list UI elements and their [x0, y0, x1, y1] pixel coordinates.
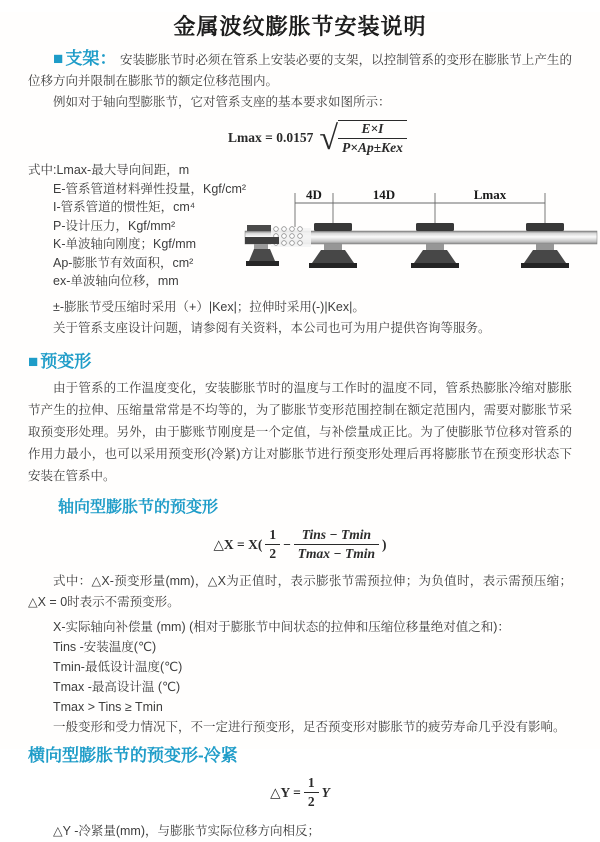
param-line-I: I-管系管道的惯性矩，cm⁴ — [53, 200, 196, 214]
dim-label-lmax: Lmax — [473, 187, 507, 202]
lateral-predeform-heading: 横向型膨胀节的预变形-冷紧 — [28, 745, 238, 765]
guide-support-icon-3 — [521, 223, 569, 268]
guide-support-icon-1 — [309, 223, 357, 268]
axial-formula-minus: − — [283, 536, 291, 552]
axial-predeform-heading: 轴向型膨胀节的预变形 — [58, 498, 219, 516]
temp-line-tmin: Tmin-最低设计温度(℃) — [53, 659, 183, 674]
support-intro-paragraph — [28, 48, 572, 92]
temp-numerator: Tins − Tmin — [294, 527, 379, 545]
param-line-Ap: Ap-膨胀节有效面积，cm² — [53, 255, 194, 270]
params-intro-line: 式中:Lmax-最大导向间距，m — [28, 163, 190, 177]
support-example-line: 例如对于轴向型膨胀节，它对管系支座的基本要求如图所示： — [53, 95, 391, 109]
lateral-formula-rhs: Y — [321, 784, 330, 800]
lateral-formula-lhs: △Y = — [270, 784, 301, 800]
predeform-heading-label: 预变形 — [40, 351, 92, 371]
half-numerator: 1 — [265, 527, 280, 545]
lateral-numerator: 1 — [304, 775, 319, 793]
param-line-K: K-单波轴向刚度；Kgf/mm — [53, 237, 197, 251]
lmax-formula-lhs: Lmax = 0.0157 — [228, 130, 314, 145]
param-line-P: P-设计压力，Kgf/mm² — [53, 218, 176, 233]
consult-note-line: 关于管系支座设计问题，请参阅有关资料，本公司也可为用户提供咨询等服务。 — [53, 320, 491, 335]
dim-label-4d: 4D — [306, 187, 322, 202]
temp-line-tins: Tins -安装温度(℃) — [53, 639, 157, 654]
axial-x-definition-line: X-实际轴向补偿量 (mm) (相对于膨胀节中间状态的拉伸和压缩位移量绝对值之和)： — [53, 619, 510, 634]
page-title: 金属波纹膨胀节安装说明 — [173, 14, 427, 39]
parameters-and-diagram-row — [28, 161, 572, 291]
pipe-support-diagram — [245, 187, 597, 283]
section-square-bullet-icon: ■ — [28, 351, 39, 371]
half-denominator: 2 — [269, 546, 277, 561]
axial-formula-lhs: △X = X( — [213, 536, 263, 552]
axial-formula-half-fraction — [265, 527, 280, 562]
document-page — [0, 12, 600, 838]
predeform-body-paragraph: 由于管系的工作温度变化，安装膨胀节时的温度与工作时的温度不同，管系热膨胀冷缩对膨胀节产生的拉伸、压缩量常常是不均等的，为了膨胀节变形范围控制在额定范围内，需要对膨胀节采取预变形处理。另外，由于膨账节刚度是一个定值，与补偿量成正比。为了使膨胀节位移对管系的作用力最小，也可以采用预变形(冷紧)方让对膨胀节进行预变形处理后再将膨胀节在预变形状态下安装在管系中。 — [28, 380, 572, 483]
predeform-section-heading — [28, 351, 600, 373]
lateral-denominator: 2 — [307, 794, 315, 809]
axial-general-note-line: 一般变形和受力情况下，不一定进行预变形，足否预变形对膨胀节的疲劳寿命几乎没有影响。 — [53, 719, 566, 734]
section-square-bullet-icon: ■ — [53, 49, 64, 68]
axial-note-paragraph: 式中：△X-预变形量(mm)，△X为正值时，表示膨张节需预拉伸；为负值时，表示需预压缩；△X = 0时表示不需预变形。 — [28, 573, 572, 609]
temp-inequality-line: Tmax > Tins ≥ Tmin — [53, 699, 163, 714]
axial-formula — [0, 525, 600, 565]
dim-label-14d: 14D — [372, 187, 396, 202]
axial-formula-close-paren: ) — [381, 536, 387, 552]
support-heading-label: 支架： — [65, 49, 117, 68]
lateral-formula — [0, 773, 600, 813]
sign-note-line: ±-膨胀节受压缩时采用（+）|Kex|；拉伸时采用(-)|Kex|。 — [53, 299, 365, 314]
lmax-formula: Lmax = 0.0157 √ $\frac{E\times I}{\text{P×Ap±Kex}}$ — [228, 119, 600, 157]
lmax-formula-denominator: P×Ap±Kex — [342, 140, 403, 155]
lateral-formula-fraction — [304, 775, 319, 810]
param-line-E: E-管系管道材料弹性投量，Kgf/cm² — [53, 181, 247, 196]
lmax-formula-numerator: E×I — [338, 121, 407, 139]
lateral-note-line: △Y -冷紧量(mm)，与膨胀节实际位移方向相反； — [53, 823, 321, 838]
temp-denominator: Tmax − Tmin — [297, 546, 375, 561]
param-line-ex: ex-单波轴向位移，mm — [53, 274, 179, 288]
support-spacing-diagram — [245, 187, 597, 283]
support-intro-text: 安装膨胀节时必须在管系上安装必要的支架，以控制管系的变形在膨胀节上产生的位移方向并限制在膨胀节的额定位移范围内。 — [28, 53, 572, 88]
axial-formula-temp-fraction — [294, 527, 379, 562]
lmax-formula-fraction — [338, 120, 407, 156]
guide-support-icon-2 — [411, 223, 459, 268]
support-section-heading — [53, 49, 117, 68]
temp-line-tmax: Tmax -最高设计温 (℃) — [53, 679, 181, 694]
